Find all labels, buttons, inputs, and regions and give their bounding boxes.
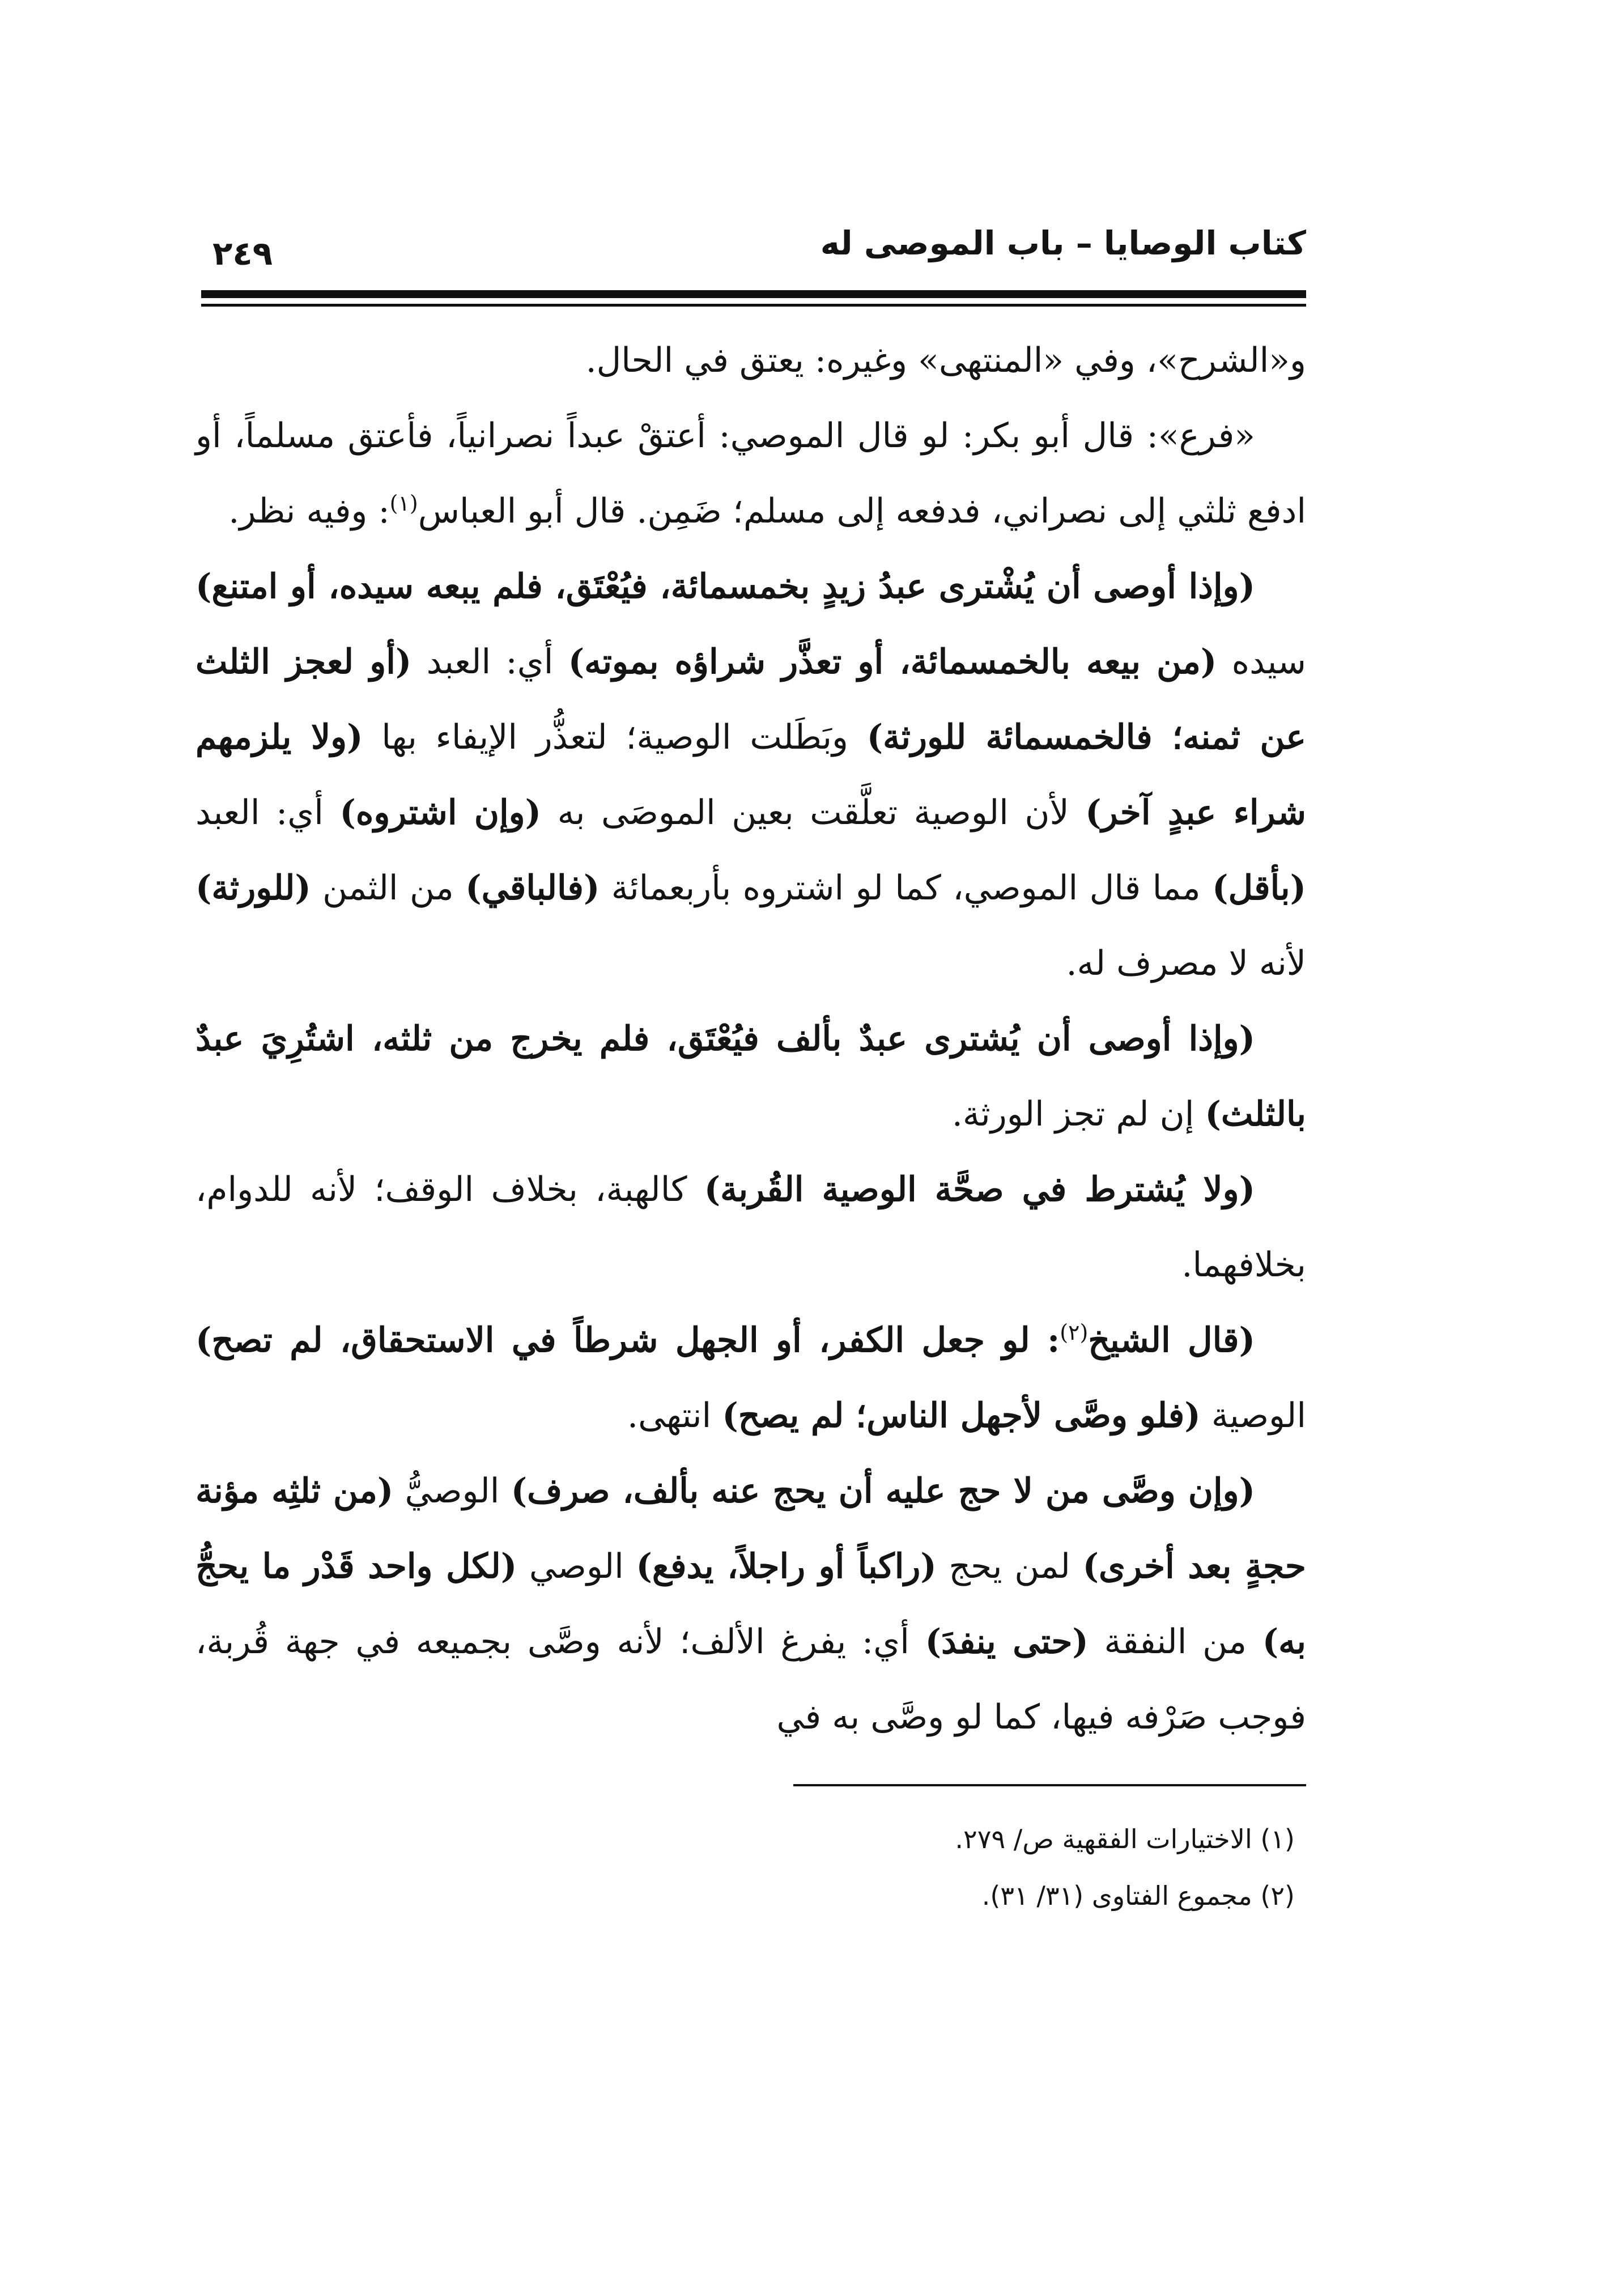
- sharh-run: لأن الوصية تعلَّقت بعين الموصَى به: [541, 793, 1086, 833]
- footnotes: [195, 1811, 1306, 1924]
- paragraph-6: [195, 1303, 1306, 1454]
- matn-run: (من بيعه بالخمسمائة، أو تعذَّر شراؤه بموته): [568, 642, 1217, 682]
- sharh-run: أي: العبد: [195, 793, 340, 833]
- matn-run: (لكل واحد قَدْر ما يحجُّ به): [195, 1547, 1306, 1662]
- matn-run: (وإذا أوصى أن يُشترى عبدٌ بألف فيُعْتَق، فلم يخرج من ثلثه، اشتُرِيَ عبدٌ بالثلث): [195, 1019, 1306, 1134]
- matn-run: (أو لعجز الثلث عن ثمنه؛ فالخمسمائة للورثة): [195, 642, 1306, 757]
- sharh-run: وبَطَلت الوصية؛ لتعذُّر الإيفاء بها: [363, 717, 867, 757]
- sharh-run: الوصي: [517, 1547, 636, 1586]
- paragraph-7: [195, 1454, 1306, 1755]
- matn-run: (قال الشيخ: [1088, 1320, 1255, 1360]
- header-title: كتاب الوصايا – باب الموصى له: [820, 224, 1306, 262]
- sharh-run: سيده: [1217, 642, 1306, 682]
- page-number: ٢٤٩: [212, 234, 273, 273]
- sharh-run: لأنه لا مصرف له.: [1066, 944, 1306, 983]
- matn-run: (فلو وصَّى لأجهل الناس؛ لم يصح): [722, 1396, 1201, 1436]
- sharh-run: إن لم تجز الورثة.: [951, 1094, 1205, 1134]
- sharh-run: من الثمن: [311, 868, 466, 908]
- sharh-run: أي: العبد: [411, 642, 568, 682]
- sharh-run: الوصيُّ: [393, 1471, 511, 1511]
- matn-run: (ولا يلزمهم شراء عبدٍ آخر): [195, 717, 1306, 833]
- matn-run: (من ثلثِه مؤنة حجةٍ بعد أخرى): [195, 1471, 1306, 1586]
- matn-run: (راكباً أو راجلاً، يدفع): [636, 1547, 937, 1586]
- text-run: و«الشرح»، وفي «المنتهى» وغيره: يعتق في الحال.: [585, 341, 1306, 380]
- footnote-1: (١) الاختيارات الفقهية ص/ ٢٧٩.: [955, 1824, 1295, 1854]
- footnote-separator: [793, 1784, 1306, 1786]
- matn-run: (ولا يُشترط في صحَّة الوصية القُربة): [704, 1170, 1255, 1209]
- paragraph-5: [195, 1152, 1306, 1303]
- sharh-run: كالهبة، بخلاف الوقف؛ لأنه للدوام، بخلافهما.: [195, 1170, 1306, 1285]
- text-run: «فرع»: قال أبو بكر: لو قال الموصي: أعتقْ عبداً نصرانياً، فأعتق مسلماً، أو ادفع ثلثي إلى نصراني، فدفعه إلى مسلم؛ ضَمِن. قال أبو العباس: [195, 416, 1306, 531]
- sharh-run: الوصية: [1200, 1396, 1306, 1436]
- matn-run: (حتى ينفدَ): [925, 1622, 1089, 1662]
- matn-run: (وإذا أوصى أن يُشْترى عبدُ زيدٍ بخمسمائة، فيُعْتَق، فلم يبعه سيده، أو امتنع): [195, 567, 1255, 606]
- header-rule-thick: [201, 290, 1306, 298]
- text-run: : وفيه نظر.: [228, 491, 390, 531]
- sharh-run: مما قال الموصي، كما لو اشتروه بأربعمائة: [600, 868, 1213, 908]
- footnote-ref-2[interactable]: (٢): [1060, 1320, 1089, 1345]
- matn-run: : لو جعل الكفر، أو الجهل شرطاً في الاستحقاق، لم تصح): [195, 1320, 1060, 1360]
- main-text: [195, 323, 1306, 1755]
- matn-run: (وإن اشتروه): [339, 793, 541, 833]
- sharh-run: لمن يحج: [936, 1547, 1083, 1586]
- matn-run: (بأقل): [1212, 868, 1306, 908]
- sharh-run: من النفقة: [1088, 1622, 1262, 1662]
- matn-run: (للورثة): [195, 868, 311, 908]
- footnote-2: (٢) مجموع الفتاوى (٣١/ ٣١).: [981, 1880, 1295, 1911]
- paragraph-1: [195, 323, 1306, 398]
- sharh-run: أي: يفرغ الألف؛ لأنه وصَّى بجميعه في جهة قُربة، فوجب صَرْفه فيها، كما لو وصَّى به في: [195, 1622, 1306, 1737]
- matn-run: (وإن وصَّى من لا حج عليه أن يحج عنه بألف، صرف): [511, 1471, 1255, 1511]
- header-rule-thin: [201, 304, 1306, 307]
- sharh-run: انتهى.: [627, 1396, 722, 1436]
- running-header: [201, 224, 1306, 286]
- paragraph-3: [195, 549, 1306, 1001]
- paragraph-2: [195, 398, 1306, 549]
- matn-run: (فالباقي): [465, 868, 600, 908]
- paragraph-4: [195, 1001, 1306, 1152]
- footnote-ref-1[interactable]: (١): [389, 491, 418, 516]
